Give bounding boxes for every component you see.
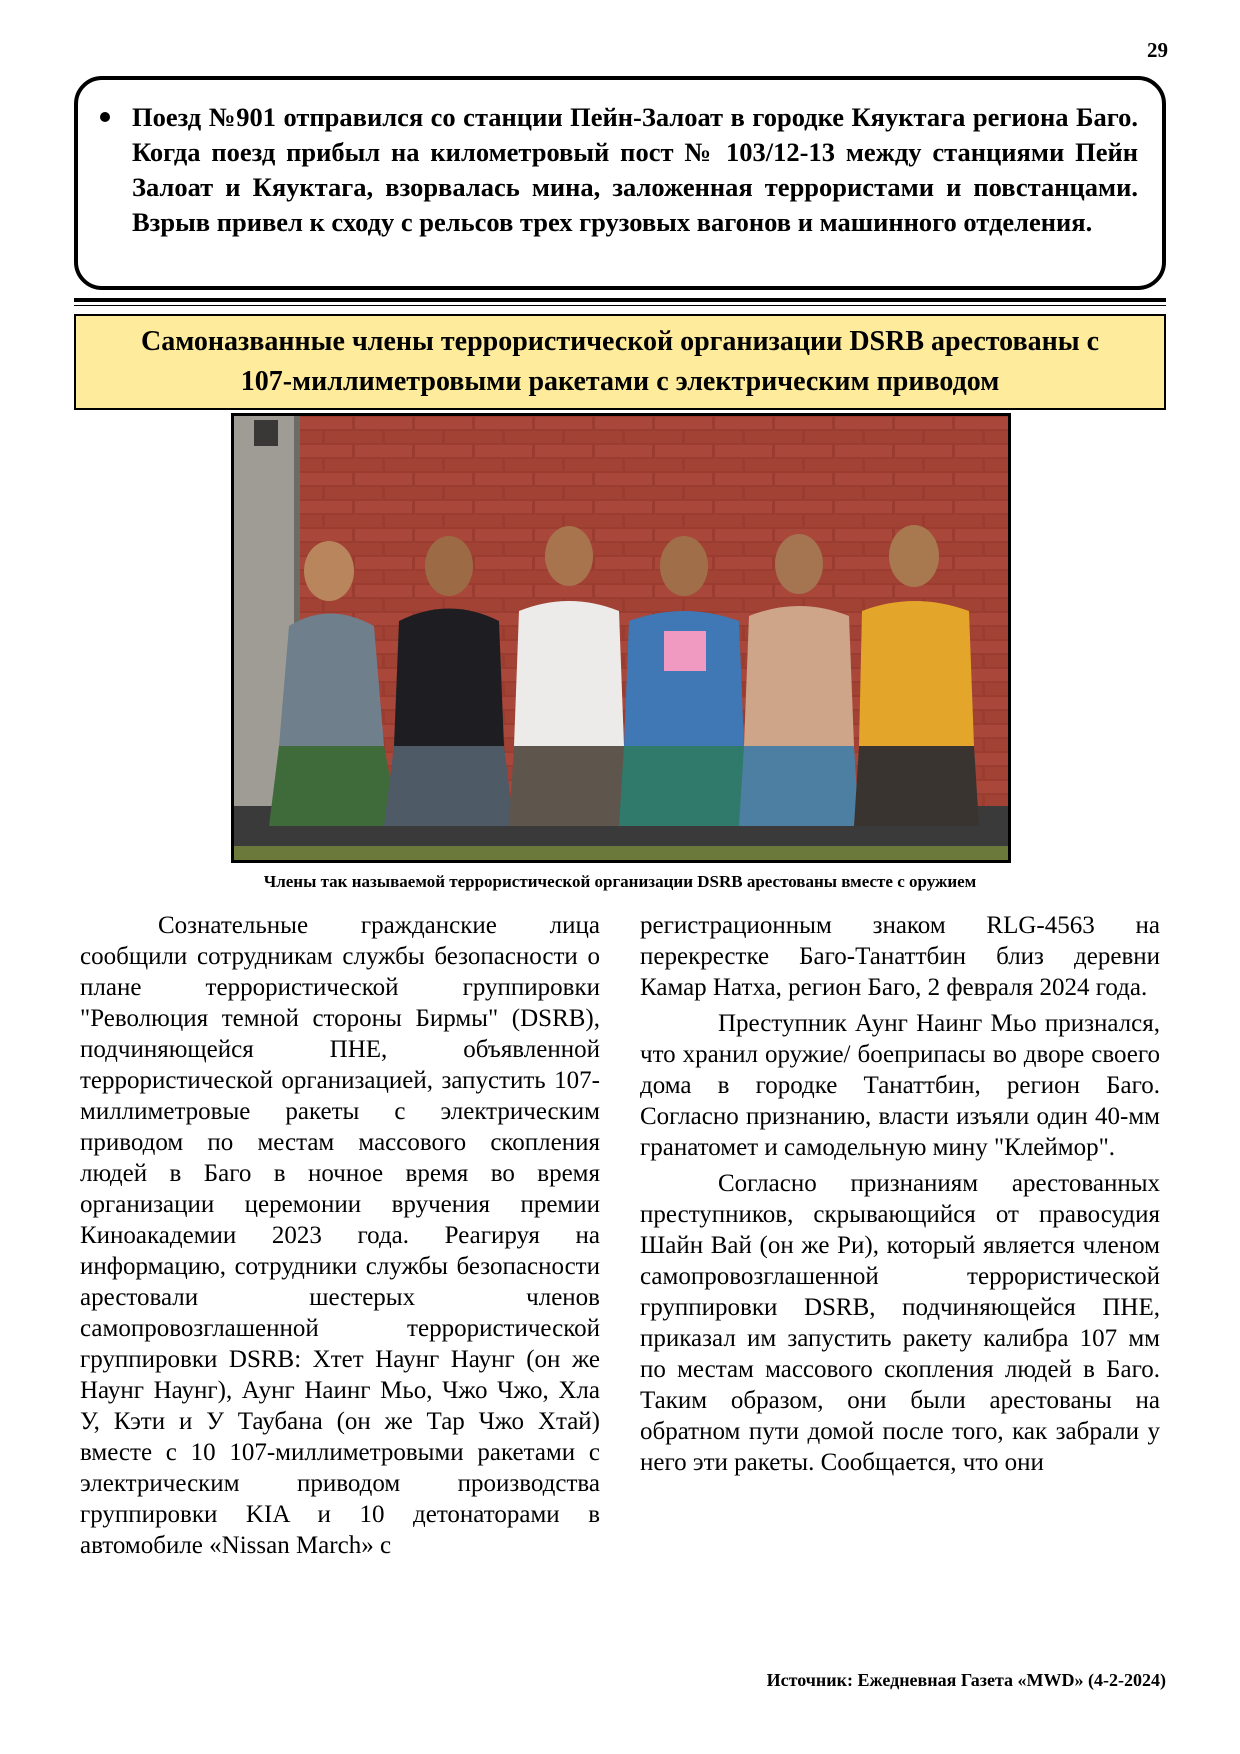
source-credit: Источник: Ежедневная Газета «MWD» (4-2-2024): [766, 1670, 1166, 1690]
bullet-text: Поезд №901 отправился со станции Пейн-Залоат в городке Кяуктага региона Баго. Когда поезд прибыл на километровый пост № 103/12-13 между станциями Пейн Залоат и Кяуктага, взорвалась мина, заложенная террористами и повстанцами. Взрыв привел к сходу с рельсов трех грузовых вагонов и машинного отделения.: [132, 102, 1138, 237]
article-paragraph: Сознательные гражданские лица сообщили сотрудникам службы безопасности о плане террористической группировки "Революция темной стороны Бирмы" (DSRB), подчиняющейся ПНЕ, объявленной террористической организацией, запустить 107-миллиметровые ракеты с электрическим приводом по местам массового скопления людей в Баго в ночное время во время организации церемонии вручения премии Киноакадемии 2023 года. Реагируя на информацию, сотрудники службы безопасности арестовали шестерых членов самопровозглашенной террористической группировки DSRB: Хтет Наунг Наунг (он же Наунг Наунг), Аунг Наинг Мьо, Чжо Чжо, Хла У, Кэти и У Таубана (он же Тар Чжо Хтай) вместе с 10 107-миллиметровыми ракетами с электрическим приводом производства группировки KIA и 10 детонаторами в автомобиле «Nissan March» с: [80, 912, 600, 1559]
article-right-column: [640, 910, 1160, 1478]
article-paragraph: Преступник Аунг Наинг Мьо признался, что хранил оружие/ боеприпасы во дворе своего дома в городке Танаттбин, регион Баго. Согласно признанию, власти изъяли один 40-мм гранатомет и самодельную мину "Клеймор".: [640, 1010, 1160, 1161]
bullet-item: [132, 100, 1138, 240]
page-number: 29: [1147, 38, 1168, 62]
headline-line-2: 107-миллиметровыми ракетами с электрическим приводом: [240, 366, 1000, 397]
headline-text: [141, 322, 1099, 402]
bullet-list: [132, 100, 1138, 240]
headline-line-1: Самоназванные члены террористической организации DSRB арестованы с: [140, 326, 1100, 357]
photo-caption: Члены так называемой террористической организации DSRB арестованы вместе с оружием: [263, 872, 977, 891]
bullet-box: [74, 76, 1166, 290]
article-left-column: [80, 910, 600, 1561]
divider-thin: [74, 305, 1166, 306]
bullet-dot-icon: [100, 112, 110, 122]
divider-thick: [74, 298, 1166, 302]
news-photo: [231, 413, 1011, 863]
article-paragraph: регистрационным знаком RLG-4563 на перекрестке Баго-Танаттбин близ деревни Камар Натха, регион Баго, 2 февраля 2024 года.: [640, 912, 1160, 1001]
headline-box: [74, 314, 1166, 410]
photo-illustration: [234, 416, 1008, 860]
article-paragraph: Согласно признаниям арестованных преступников, скрывающийся от правосудия Шайн Вай (он же Ри), который является членом самопровозглашенной террористической группировки DSRB, подчиняющейся ПНЕ, приказал им запустить ракету калибра 107 мм по местам массового скопления людей в Баго. Таким образом, они были арестованы на обратном пути домой после того, как забрали у него эти ракеты. Сообщается, что они: [640, 1170, 1160, 1476]
